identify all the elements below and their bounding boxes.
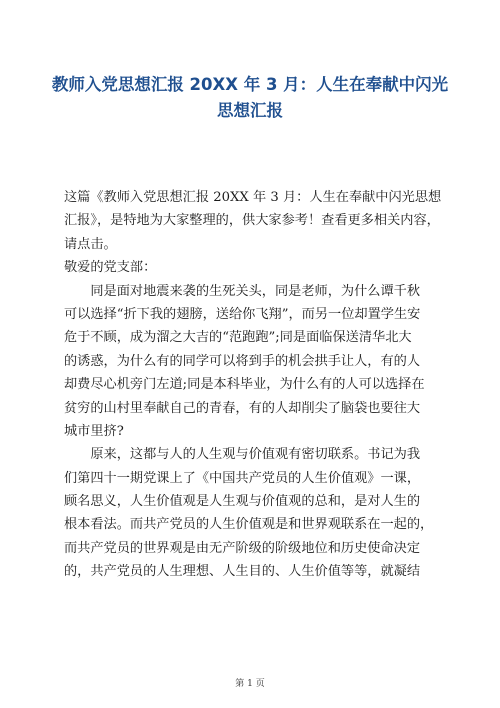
body-line: 的，共产党员的人生理想、人生目的、人生价值等等，就凝结 bbox=[64, 564, 421, 580]
document-title bbox=[40, 72, 460, 124]
body-line: 根本看法。而共产党员的人生价值观是和世界观联系在一起的， bbox=[64, 517, 434, 533]
body-line: 却费尽心机旁门左道;同是本科毕业，为什么有的人可以选择在 bbox=[64, 377, 425, 393]
title-line-1: 教师入党思想汇报 20XX 年 3 月：人生在奉献中闪光 bbox=[51, 75, 449, 94]
body-line: 可以选择“折下我的翅膀，送给你飞翔”，而另一位却置学生安 bbox=[64, 306, 421, 322]
body-line: 请点击。 bbox=[64, 236, 117, 252]
salutation: 敬爱的党支部： bbox=[64, 260, 157, 276]
title-line-2: 思想汇报 bbox=[217, 101, 283, 120]
page-number: 第 1 页 bbox=[235, 679, 265, 689]
body-line: 贫穷的山村里奉献自己的青春，有的人却削尖了脑袋也要往大 bbox=[64, 400, 421, 416]
body-line: 们第四十一期党课上了《中国共产党员的人生价值观》一课， bbox=[64, 470, 421, 486]
body-line: 危于不顾，成为溜之大吉的“范跑跑”;同是面临保送清华北大 bbox=[64, 330, 412, 346]
document-body bbox=[64, 186, 444, 584]
body-line: 而共产党员的世界观是由无产阶级的阶级地位和历史使命决定 bbox=[64, 540, 421, 556]
body-line: 的诱惑，为什么有的同学可以将到手的机会拱手让人，有的人 bbox=[64, 353, 421, 369]
body-line: 同是面对地震来袭的生死关头，同是老师，为什么谭千秋 bbox=[64, 283, 421, 299]
body-line: 原来，这都与人的人生观与价值观有密切联系。书记为我 bbox=[64, 447, 421, 463]
body-line: 顾名思义，人生价值观是人生观与价值观的总和，是对人生的 bbox=[64, 494, 421, 510]
body-line: 城市里挤? bbox=[64, 423, 124, 439]
body-line: 汇报》，是特地为大家整理的，供大家参考！查看更多相关内容， bbox=[64, 213, 440, 229]
body-line: 这篇《教师入党思想汇报 20XX 年 3 月：人生在奉献中闪光思想 bbox=[64, 190, 442, 205]
